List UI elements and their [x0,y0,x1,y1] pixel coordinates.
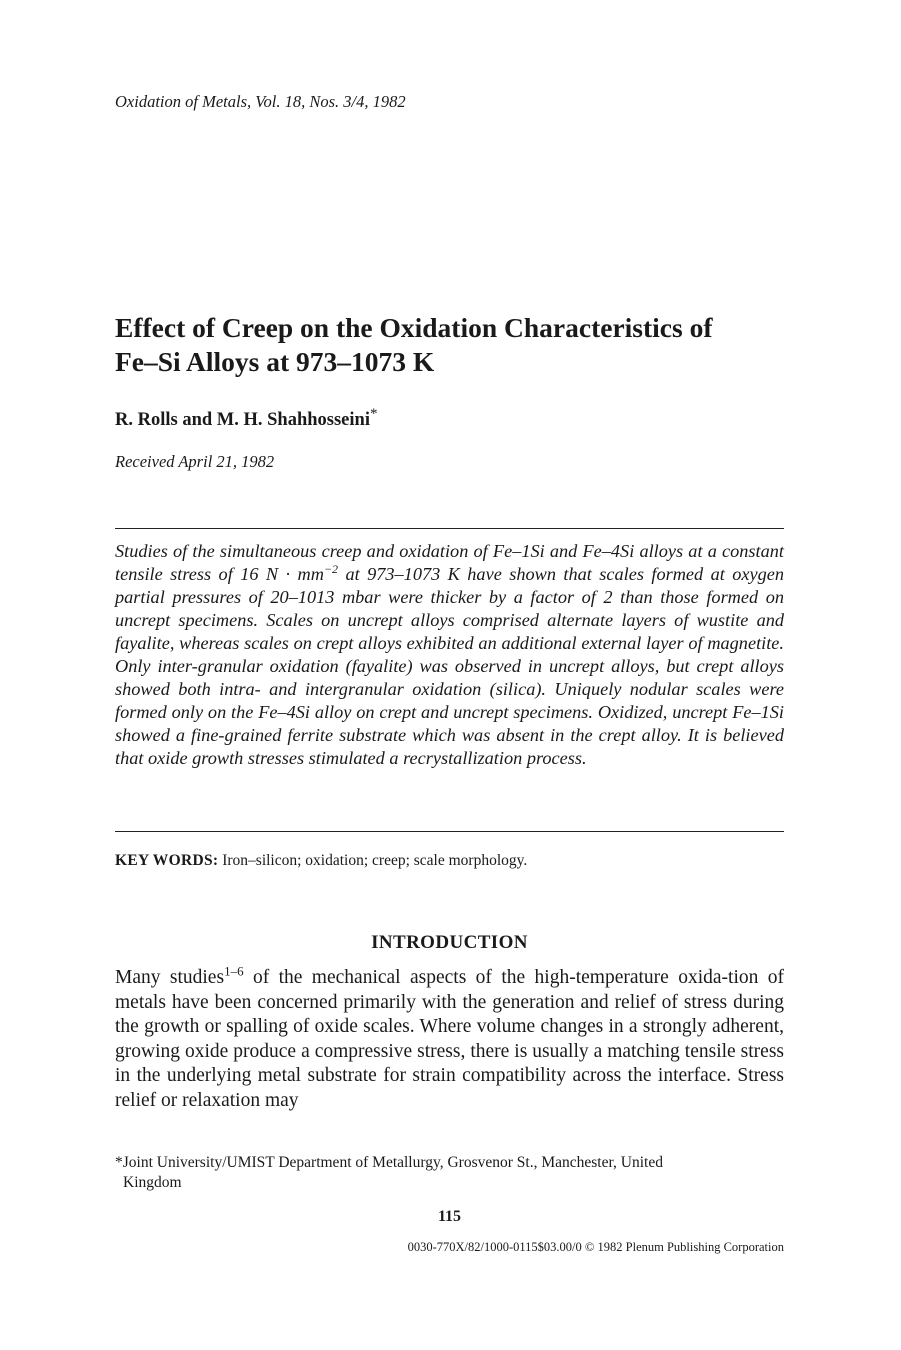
copyright-line: 0030-770X/82/1000-0115$03.00/0 © 1982 Plenum Publishing Corporation [407,1240,784,1254]
abstract-bottom-rule [115,831,784,832]
journal-citation: Oxidation of Metals, Vol. 18, Nos. 3/4, 1982 [115,92,406,111]
author-footnote-marker: * [369,406,378,422]
author-affiliation-footnote [115,1153,784,1192]
abstract-exponent: −2 [323,561,339,576]
footnote-line-2: Kingdom [123,1173,182,1191]
title-line-1: Effect of Creep on the Oxidation Characteristics of [115,312,713,343]
intro-text-start: Many studies [115,967,225,988]
page-number: 115 [437,1208,462,1225]
abstract-text-part2: at 973–1073 K have shown that scales formed at oxygen partial pressures of 20–1013 mbar were thicker by a factor of 2 than those formed on uncrept specimens. Scales on uncrept alloys comprised alternate layers of wustite and fayalite, whereas scales on crept alloys exhibited an additional external layer of magnetite. Only inter-granular oxidation (fayalite) was observed in uncrept alloys, but crept alloys showed both intra- and intergranular oxidation (silica). Uniquely nodular scales were formed only on the Fe–4Si alloy on crept and uncrept specimens. Oxidized, uncrept Fe–1Si showed a fine-grained ferrite substrate which was absent in the crept alloy. It is believed that oxide growth stresses stimulated a recrystallization process. [115,564,784,768]
footnote-line-1: *Joint University/UMIST Department of Metallurgy, Grosvenor St., Manchester, United [115,1154,663,1171]
keywords-label: KEY WORDS: [115,852,219,869]
received-date: Received April 21, 1982 [115,452,275,471]
abstract-text-part1: Studies of the simultaneous creep and oxidation of Fe–1Si and Fe–4Si alloys at a constant tensile stress of 16 N · mm [115,541,784,584]
author-names: R. Rolls and M. H. Shahhosseini [115,410,370,431]
title-line-2: Fe–Si Alloys at 973–1073 K [115,346,435,377]
introduction-paragraph [115,963,784,1113]
abstract-top-rule [115,528,784,529]
article-title [115,311,815,379]
keywords [115,852,527,870]
abstract [115,540,784,770]
intro-citation: 1–6 [224,963,244,979]
section-heading-introduction: INTRODUCTION [371,932,528,953]
author-line [115,406,377,431]
keywords-text: Iron–silicon; oxidation; creep; scale morphology. [218,852,528,869]
intro-text-rest: of the mechanical aspects of the high-temperature oxida-tion of metals have been concerned primarily with the generation and relief of stress during the growth or spalling of oxide scales. Where volume changes in a strongly adherent, growing oxide produce a compressive stress, there is usually a matching tensile stress in the underlying metal substrate for strain compatibility across the interface. Stress relief or relaxation may [115,967,784,1111]
